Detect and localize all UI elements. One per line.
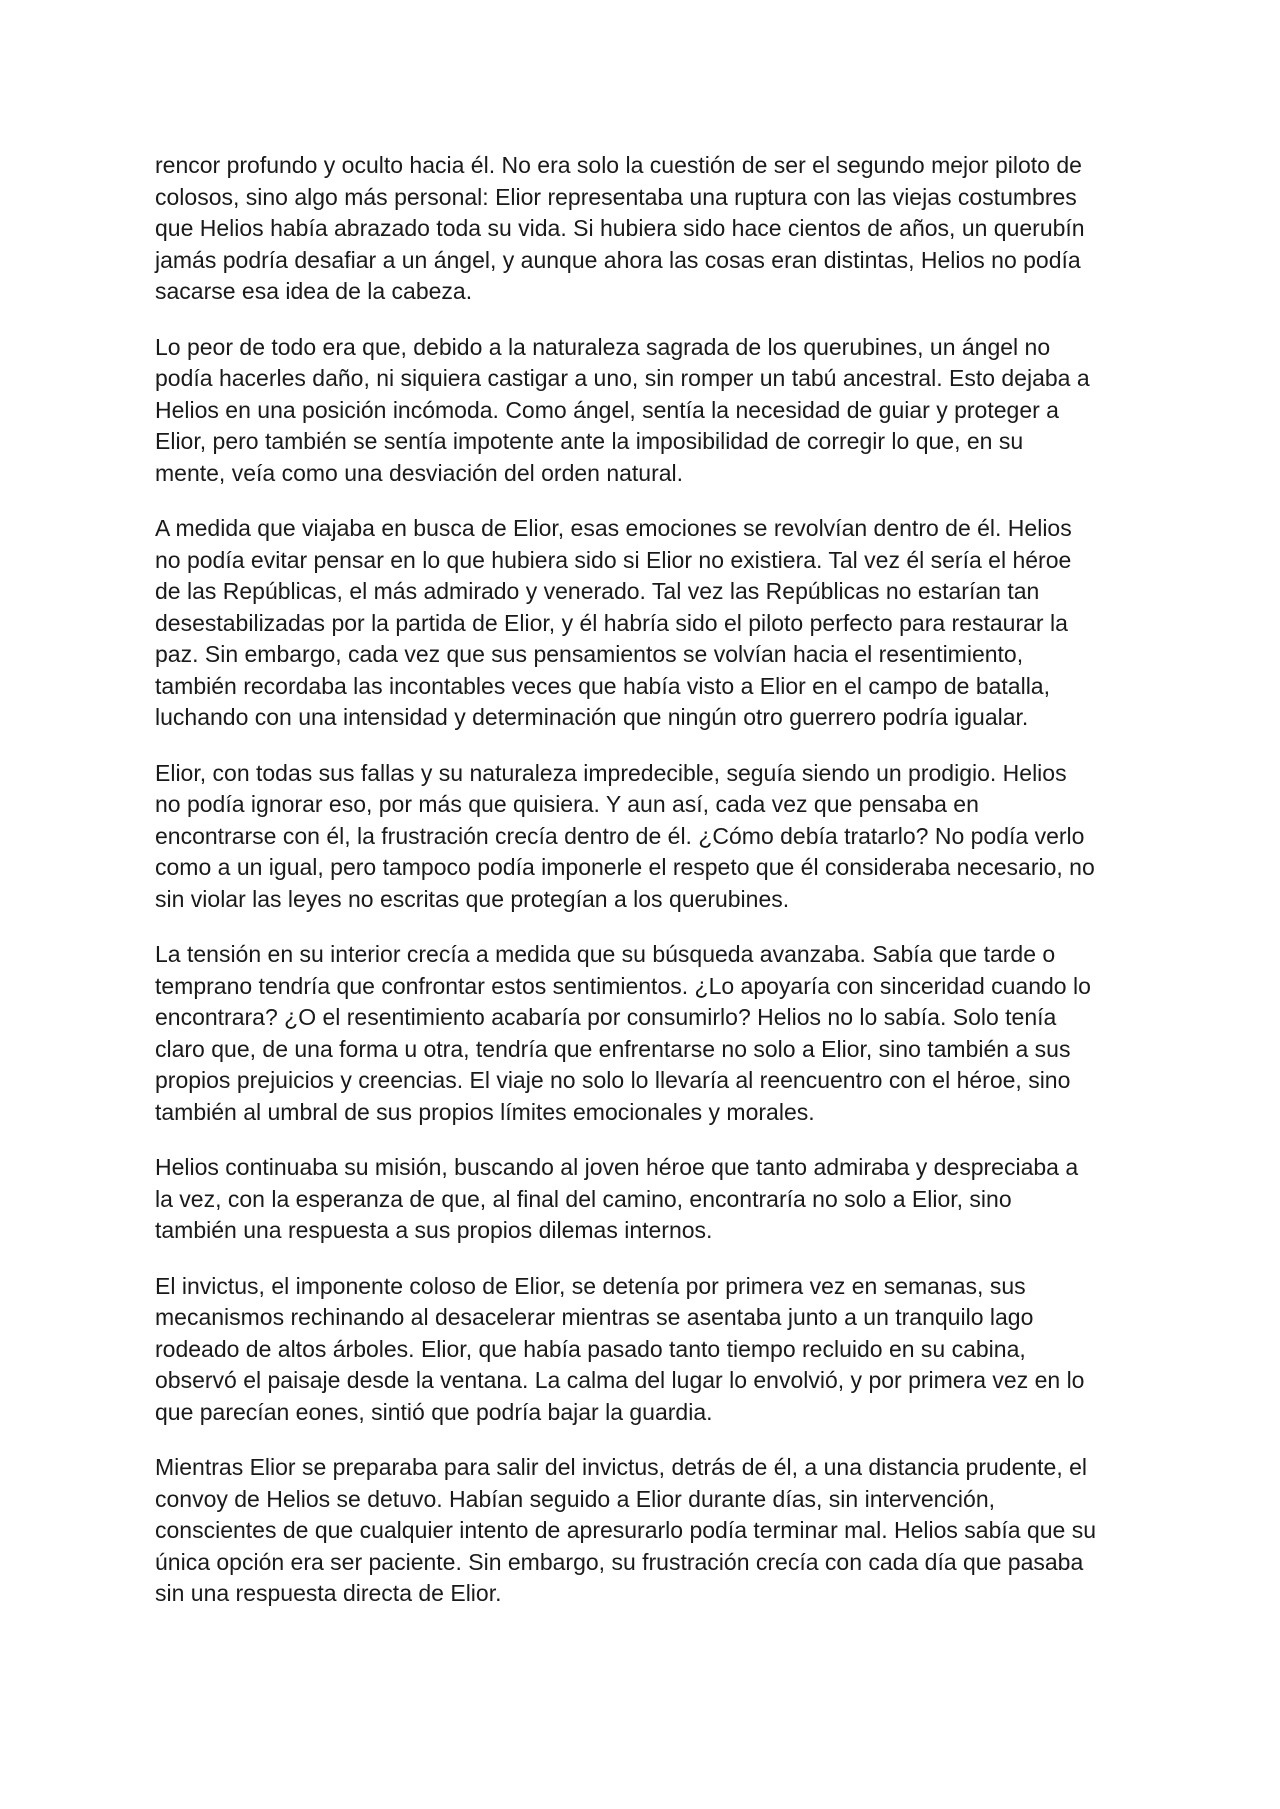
paragraph: El invictus, el imponente coloso de Elior, se detenía por primera vez en semanas, sus mecanismos rechinando al desacelerar mientras se asentaba junto a un tranquilo lago rodeado de altos árboles. Elior, que había pasado tanto tiempo recluido en su cabina, observó el paisaje desde la ventana. La calma del lugar lo envolvió, y por primera vez en lo que parecían eones, sintió que podría bajar la guardia. <box>155 1272 1085 1425</box>
paragraph: rencor profundo y oculto hacia él. No era solo la cuestión de ser el segundo mejor piloto de colosos, sino algo más personal: Elior representaba una ruptura con las viejas costumbres que Helios había abrazado toda su vida. Si hubiera sido hace cientos de años, un querubín jamás podría desafiar a un ángel, y aunque ahora las cosas eran distintas, Helios no podía sacarse esa idea de la cabeza. <box>155 152 1085 304</box>
paragraph: Mientras Elior se preparaba para salir del invictus, detrás de él, a una distancia prudente, el convoy de Helios se detuvo. Habían seguido a Elior durante días, sin intervención, conscientes de que cualquier intento de apresurarlo podía terminar mal. Helios sabía que su única opción era ser paciente. Sin embargo, su frustración crecía con cada día que pasaba sin una respuesta directa de Elior. <box>155 1454 1097 1606</box>
paragraph: La tensión en su interior crecía a medida que su búsqueda avanzaba. Sabía que tarde o temprano tendría que confrontar estos sentimientos. ¿Lo apoyaría con sinceridad cuando lo encontrara? ¿O el resentimiento acabaría por consumirlo? Helios no lo sabía. Solo tenía claro que, de una forma u otra, tendría que enfrentarse no solo a Elior, sino también a sus propios prejuicios y creencias. El viaje no solo lo llevaría al reencuentro con el héroe, sino también al umbral de sus propios límites emocionales y morales. <box>155 941 1091 1125</box>
paragraph: Elior, con todas sus fallas y su naturaleza impredecible, seguía siendo un prodigio. Helios no podía ignorar eso, por más que quisiera. Y aun así, cada vez que pensaba en encontrarse con él, la frustración crecía dentro de él. ¿Cómo debía tratarlo? No podía verlo como a un igual, pero tampoco podía imponerle el respeto que él consideraba necesario, no sin violar las leyes no escritas que protegían a los querubines. <box>155 759 1095 912</box>
paragraph: Lo peor de todo era que, debido a la naturaleza sagrada de los querubines, un ángel no podía hacerles daño, ni siquiera castigar a uno, sin romper un tabú ancestral. Esto dejaba a Helios en una posición incómoda. Como ángel, sentía la necesidad de guiar y proteger a Elior, pero también se sentía impotente ante la imposibilidad de corregir lo que, en su mente, veía como una desviación del orden natural. <box>155 333 1090 486</box>
paragraph: Helios continuaba su misión, buscando al joven héroe que tanto admiraba y despreciaba a la vez, con la esperanza de que, al final del camino, encontraría no solo a Elior, sino también una respuesta a sus propios dilemas internos. <box>155 1154 1079 1243</box>
paragraph: A medida que viajaba en busca de Elior, esas emociones se revolvían dentro de él. Helios no podía evitar pensar en lo que hubiera sido si Elior no existiera. Tal vez él sería el héroe de las Repúblicas, el más admirado y venerado. Tal vez las Repúblicas no estarían tan desestabilizadas por la partida de Elior, y él habría sido el piloto perfecto para restaurar la paz. Sin embargo, cada vez que sus pensamientos se volvían hacia el resentimiento, también recordaba las incontables veces que había visto a Elior en el campo de batalla, luchando con una intensidad y determinación que ningún otro guerrero podría igualar. <box>155 515 1072 730</box>
